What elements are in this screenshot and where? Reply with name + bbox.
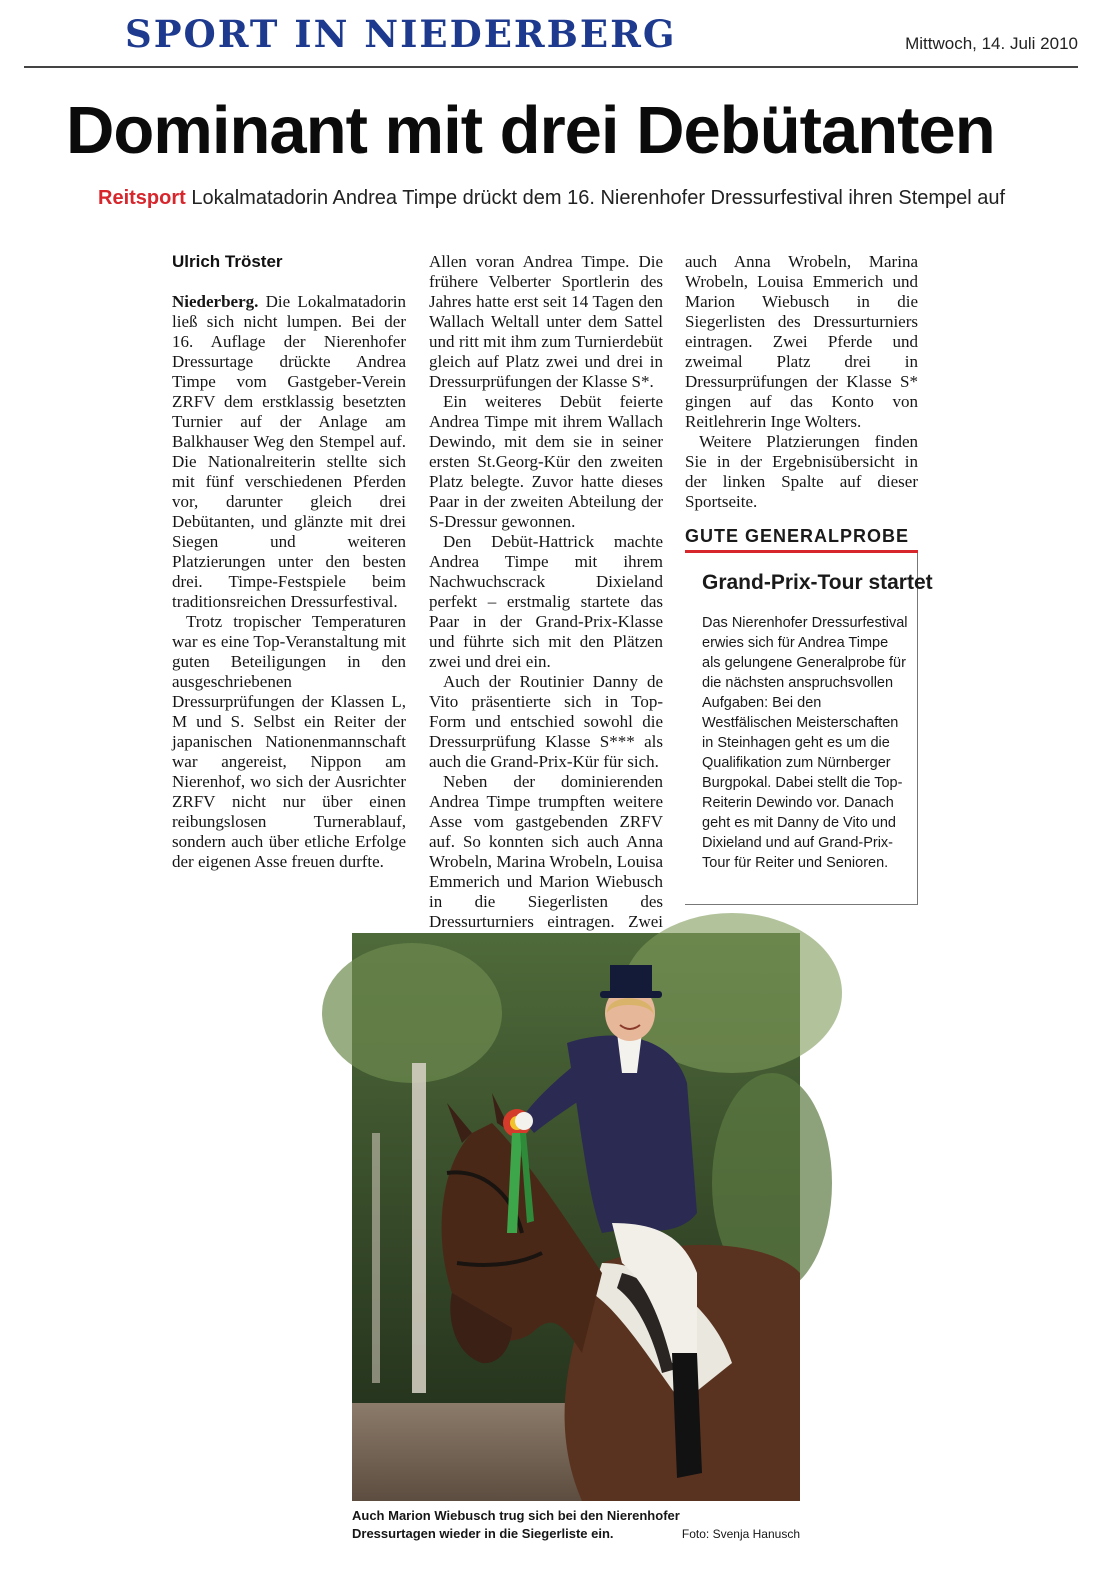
article-column-2 [429, 252, 663, 931]
sidebar-body: Das Nierenhofer Dressurfestival erwies sich für Andrea Timpe als gelungene Generalprobe für die nächsten anspruchsvollen Aufgaben: Bei den Westfälischen Meisterschaften in Steinhagen geht es um die Qualifikation zum Nürnberger Burgpokal. Dabei stellt die Top-Reiterin Dewindo vor. Danach geht es mit Danny de Vito und Dixieland und auf Grand-Prix-Tour für Reiter und Senioren. [702, 615, 908, 871]
paragraph: Den Debüt-Hattrick machte Andrea Timpe mit ihrem Nachwuchscrack Dixieland perfekt – erstmalig startete das Paar in der Grand-Prix-Klasse und führte sich mit den Plätzen zwei und drei ein. [429, 532, 663, 671]
paragraph: Auch der Routinier Danny de Vito präsentierte sich in Top-Form und entschied sowohl die Dressurprüfung Klasse S*** als auch die Grand-Prix-Kür für sich. [429, 672, 663, 771]
article-photo [352, 933, 800, 1501]
header-rule [24, 66, 1078, 68]
paragraph-continuation: auch Anna Wrobeln, Marina Wrobeln, Louisa Emmerich und Marion Wiebusch in die Siegerlisten des Dressurturniers eintragen. Zwei Pferde und zweimal Platz drei in Dressurprüfungen der Klasse S* gingen auf das Konto von Reitlehrerin Inge Wolters. [685, 252, 918, 431]
paragraph-text: Die Lokalmatadorin ließ sich nicht lumpen. Bei der 16. Auflage der Nierenhofer Dressurtage drückte Andrea Timpe vom Gastgeber-Verein ZRFV dem erstklassig besetzten Turnier auf der Anlage am Balkhauser Weg den Stempel auf. Die Nationalreiterin stellte sich mit fünf verschiedenen Pferden vor, darunter gleich drei Debütanten, und glänzte mit drei Siegen und weiteren Platzierungen unter den besten drei. Timpe-Festspiele beim traditionsreichen Dressurfestival. [172, 292, 407, 611]
article-subheadline [98, 187, 1005, 210]
section-header: SPORT IN NIEDERBERG [125, 12, 677, 56]
article-column-1 [172, 292, 406, 872]
paragraph: Weitere Platzierungen finden Sie in der Ergebnisübersicht in der linken Spalte auf dieser Sportseite. [685, 432, 918, 511]
caption-text: Auch Marion Wiebusch trug sich bei den Nierenhofer Dressurtagen wieder in die Siegerliste ein. [352, 1508, 680, 1541]
article-column-3 [685, 252, 918, 512]
topic-kicker: Reitsport [98, 187, 186, 209]
publication-date: Mittwoch, 14. Juli 2010 [905, 34, 1078, 53]
subheadline-text: Lokalmatadorin Andrea Timpe drückt dem 16. Nierenhofer Dressurfestival ihren Stempel auf [191, 187, 1006, 209]
sidebar-title: Grand-Prix-Tour startet [702, 571, 933, 594]
paragraph: Trotz tropischer Temperaturen war es eine Top-Veranstaltung mit guten Beteiligungen in den ausgeschriebenen Dressurprüfungen der Klassen L, M und S. Selbst ein Reiter der japanischen Nationenmannschaft war angereist, Nippon am Nierenhof, wo sich der Ausrichter ZRFV nicht nur über einen reibungslosen Turnerablauf, sondern auch über etliche Erfolge der eigenen Asse freuen durfte. [172, 612, 406, 871]
article-headline: Dominant mit drei Debütanten [66, 93, 995, 168]
paragraph: Neben der dominierenden Andrea Timpe trumpften weitere Asse vom gastgebenden ZRFV auf. So konnten sich auch Anna Wrobeln, Marina Wrobeln, Louisa Emmerich und Marion Wiebusch in die Siegerlisten des Dressurturniers eintragen. Zwei [429, 772, 663, 931]
paragraph: Allen voran Andrea Timpe. Die frühere Velberter Sportlerin des Jahres hatte erst seit 14 Tagen den Wallach Weltall unter dem Sattel und ritt mit ihm zum Turnierdebüt gleich auf Platz zwei und drei in Dressurprüfungen der Klasse S*. [429, 252, 663, 391]
author-byline: Ulrich Tröster [172, 252, 283, 271]
photo-credit: Foto: Svenja Hanusch [681, 1527, 800, 1541]
sidebar-box [685, 553, 933, 905]
photo-caption [352, 1507, 800, 1543]
sidebar-kicker: GUTE GENERALPROBE [685, 526, 910, 546]
paragraph [172, 292, 406, 612]
rider-horse-illustration [352, 933, 800, 1501]
paragraph: Ein weiteres Debüt feierte Andrea Timpe mit ihrem Wallach Dewindo, mit dem sie in seiner ersten St.Georg-Kür den zweiten Platz belegte. Zuvor hatte dieses Paar in der zweiten Abteilung der S-Dressur gewonnen. [429, 392, 663, 531]
dateline: Niederberg. [172, 292, 259, 311]
